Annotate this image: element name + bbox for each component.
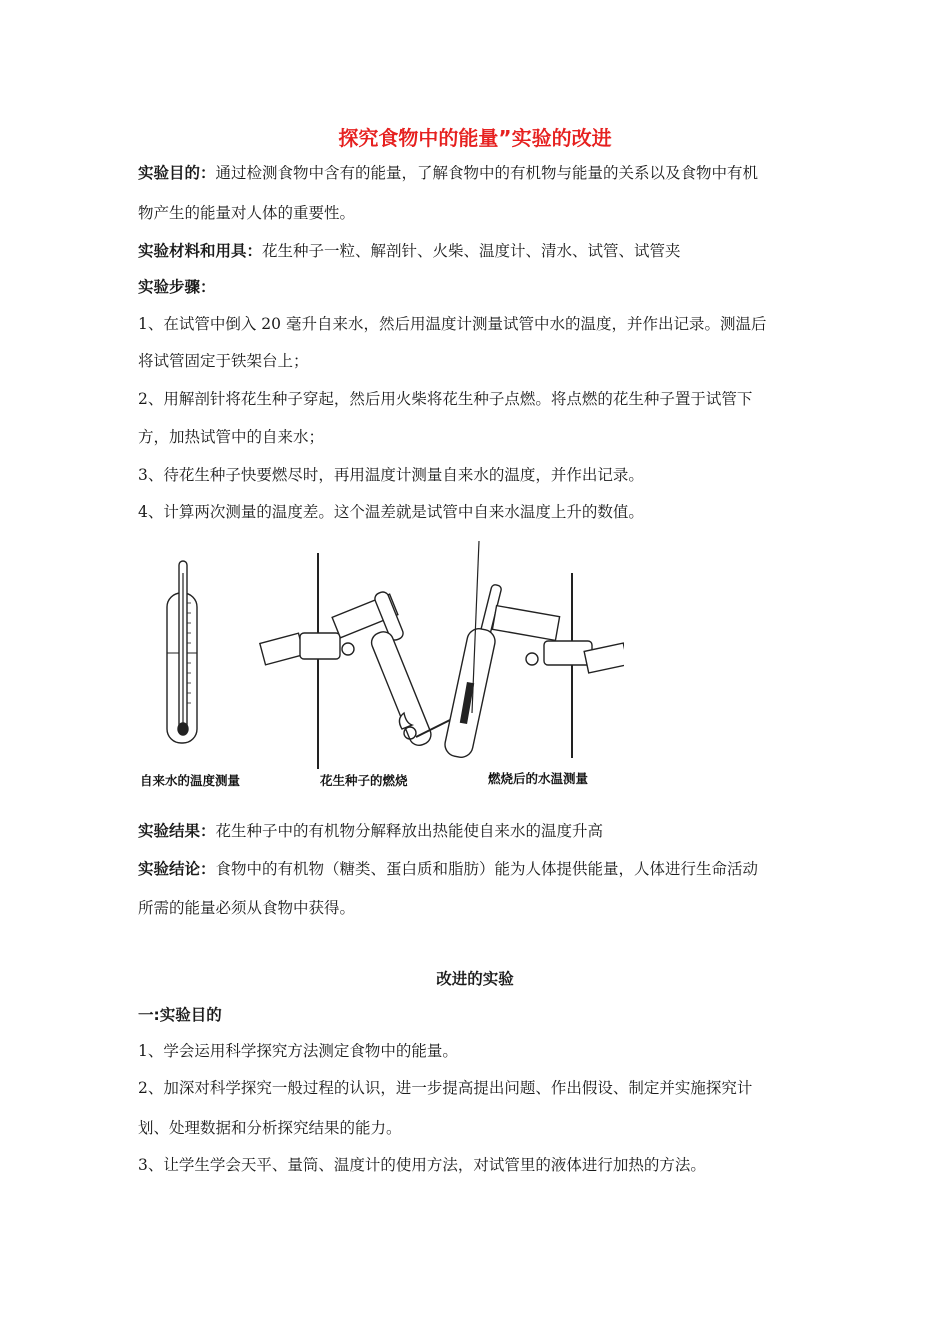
experiment-illustration (134, 533, 624, 773)
improved-heading: 改进的实验 (436, 970, 514, 988)
step-2-line-1: 2、用解剖针将花生种子穿起，然后用火柴将花生种子点燃。将点燃的花生种子置于试管下 (138, 390, 753, 408)
purpose-line-1 (138, 162, 818, 184)
conclusion-line-1 (138, 858, 818, 880)
step-4: 4、计算两次测量的温度差。这个温差就是试管中自来水温度上升的数值。 (138, 503, 644, 521)
conclusion-line-2: 所需的能量必须从食物中获得。 (138, 899, 356, 917)
materials-label: 实验材料和用具： (138, 242, 263, 260)
step-1-line-2: 将试管固定于铁架台上； (138, 352, 309, 370)
caption-after-burning: 燃烧后的水温测量 (488, 771, 589, 786)
caption-water-temperature: 自来水的温度测量 (140, 773, 241, 788)
improved-point-1: 1、学会运用科学探究方法测定食物中的能量。 (138, 1042, 458, 1060)
materials-text: 花生种子一粒、解剖针、火柴、温度计、清水、试管、试管夹 (262, 242, 681, 260)
materials-line (138, 240, 818, 262)
step-2-line-2: 方，加热试管中的自来水； (138, 428, 325, 446)
step-3: 3、待花生种子快要燃尽时，再用温度计测量自来水的温度，并作出记录。 (138, 466, 644, 484)
steps-label: 实验步骤： (138, 278, 216, 296)
improved-point-2-line-1: 2、加深对科学探究一般过程的认识，进一步提高提出问题、作出假设、制定并实施探究计 (138, 1079, 753, 1097)
step-1-line-1: 1、在试管中倒入 20 毫升自来水，然后用温度计测量试管中水的温度，并作出记录。测温后 (138, 315, 767, 333)
purpose-label: 实验目的： (138, 164, 216, 182)
result-text: 花生种子中的有机物分解释放出热能使自来水的温度升高 (215, 822, 604, 840)
purpose-line-2: 物产生的能量对人体的重要性。 (138, 204, 356, 222)
conclusion-label: 实验结论： (138, 860, 216, 878)
experiment-figure (134, 533, 624, 795)
result-line (138, 820, 818, 842)
result-label: 实验结果： (138, 822, 216, 840)
improved-point-2-line-2: 划、处理数据和分析探究结果的能力。 (138, 1119, 402, 1137)
caption-peanut-burning: 花生种子的燃烧 (320, 773, 408, 788)
conclusion-text-1: 食物中的有机物（糖类、蛋白质和脂肪）能为人体提供能量，人体进行生命活动 (215, 860, 759, 878)
section-1-heading: 一:实验目的 (138, 1006, 222, 1024)
stand-and-burning-peanut (260, 553, 452, 769)
test-tube-with-thermometer (167, 561, 197, 743)
stand-with-heated-tube (443, 541, 624, 759)
document-title: 探究食物中的能量”实验的改进 (338, 126, 612, 150)
purpose-text-1: 通过检测食物中含有的能量，了解食物中的有机物与能量的关系以及食物中有机 (215, 164, 759, 182)
improved-point-3: 3、让学生学会天平、量筒、温度计的使用方法，对试管里的液体进行加热的方法。 (138, 1156, 706, 1174)
